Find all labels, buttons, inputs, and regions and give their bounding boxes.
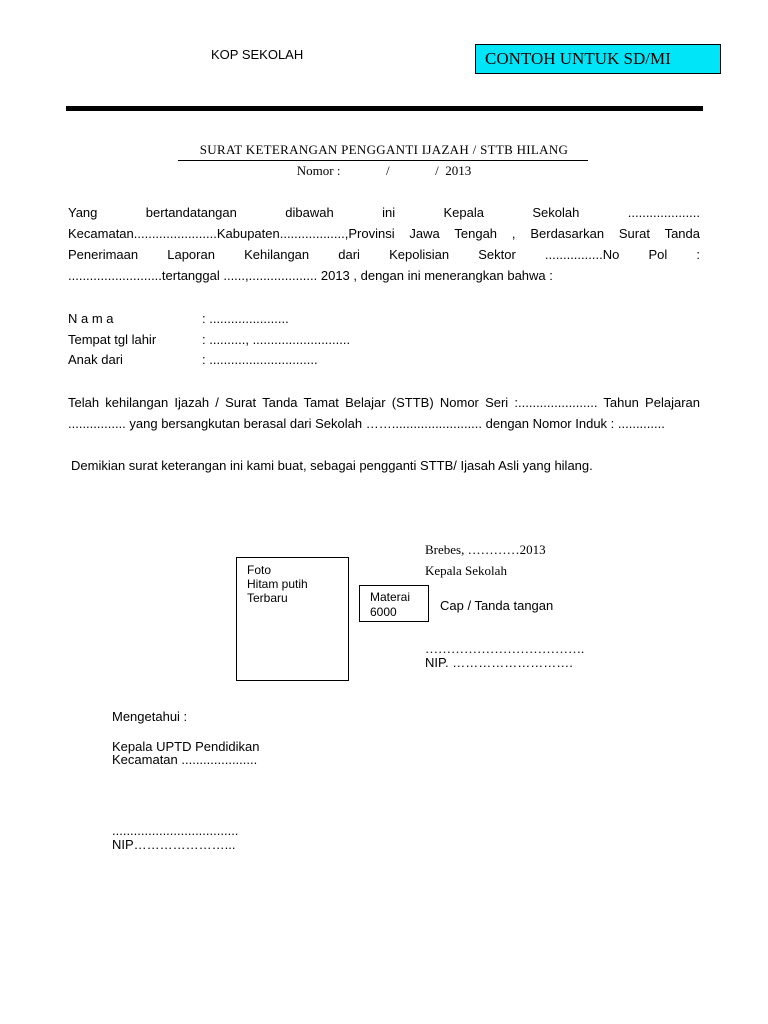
ack-nip: NIP…………………...	[112, 837, 236, 852]
signature-place-date: Brebes, …………2013	[425, 542, 546, 557]
loss-line-2: ................ yang bersangkutan berasal dari Sekolah ……......................... dengan Nomor Induk : .............	[68, 416, 665, 431]
signature-nip: NIP. ……………………….	[425, 655, 573, 670]
ack-kecamatan: Kecamatan .....................	[112, 752, 258, 767]
materai-value: 6000	[370, 605, 397, 619]
intro-line-2: Kecamatan.......................Kabupaten..................,Provinsi Jawa Tengah , Berdasarkan Surat Tanda	[68, 226, 700, 241]
field-anak-value: : ..............................	[202, 352, 318, 367]
photo-label-2: Hitam putih	[247, 577, 308, 591]
title-underline	[178, 160, 588, 161]
intro-line-4: ..........................tertanggal ......,................... 2013 , dengan ini menerangkan bahwa :	[68, 268, 553, 283]
header-rule	[66, 106, 703, 111]
signature-cap-label: Cap / Tanda tangan	[440, 598, 554, 613]
signature-position: Kepala Sekolah	[425, 563, 507, 578]
closing-statement: Demikian surat keterangan ini kami buat, sebagai pengganti STTB/ Ijasah Asli yang hilang.	[71, 458, 593, 473]
materai-label: Materai	[370, 590, 411, 604]
kop-sekolah: KOP SEKOLAH	[211, 47, 304, 62]
field-ttl-label: Tempat tgl lahir	[68, 332, 157, 347]
ack-name-line: ...................................	[112, 823, 239, 838]
loss-line-1: Telah kehilangan Ijazah / Surat Tanda Tamat Belajar (STTB) Nomor Seri :...................... Tahun Pelajaran	[68, 395, 700, 410]
document-title: SURAT KETERANGAN PENGGANTI IJAZAH / STTB HILANG	[199, 142, 569, 157]
field-ttl-value: : .........., ...........................	[202, 332, 351, 347]
field-nama-label: N a m a	[68, 311, 114, 326]
photo-label-3: Terbaru	[247, 591, 288, 605]
document-number: Nomor : / / 2013	[296, 163, 472, 178]
intro-line-3: Penerimaan Laporan Kehilangan dari Kepolisian Sektor ................No Pol :	[68, 247, 700, 262]
contoh-badge: CONTOH UNTUK SD/MI	[475, 44, 721, 74]
intro-line-1: Yang bertandatangan dibawah ini Kepala Sekolah ....................	[68, 205, 700, 220]
field-anak-label: Anak dari	[68, 352, 123, 367]
field-nama-value: : ......................	[202, 311, 289, 326]
photo-label-1: Foto	[247, 563, 272, 577]
ack-label: Mengetahui :	[112, 709, 188, 724]
ack-position: Kepala UPTD Pendidikan	[112, 739, 260, 754]
signature-name-line: ……………………………….	[425, 641, 585, 656]
